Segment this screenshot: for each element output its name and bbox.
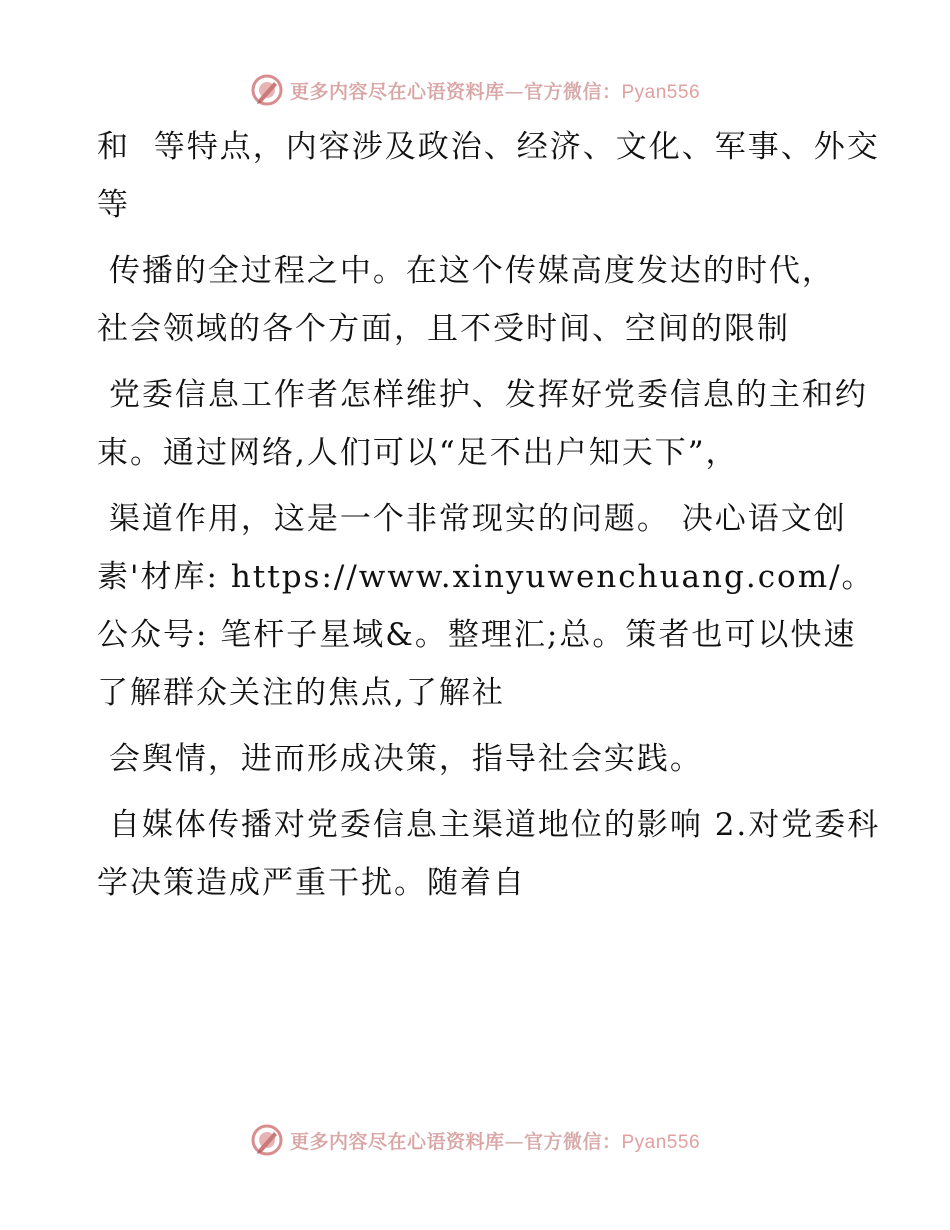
watermark-text [290,77,700,104]
paragraph-3: 党委信息工作者怎样维护、发挥好党委信息的主和约束。通过网络,人们可以“足不出户知天下”， [97,377,868,471]
watermark-separator: — [504,80,524,103]
paragraph-5: 会舆情，进而形成决策，指导社会实践。 [97,741,703,777]
watermark-wechat-id: Pyan556 [621,81,701,103]
watermark-wechat-id: Pyan556 [621,1131,701,1153]
paragraph-4: 渠道作用，这是一个非常现实的问题。 决心语文创素'材库: https://www.xinyuwenchuang.com/。公众号: 笔杆子星域&。整理汇;总。策者也可以快速了解群众关注的焦点,了解社 [97,501,875,711]
pen-logo-icon [250,73,284,107]
paragraph-2: 传播的全过程之中。在这个传媒高度发达的时代， 社会领域的各个方面，且不受时间、空间的限制 [97,253,859,347]
paragraph-1: 和 等特点，内容涉及政治、经济、文化、军事、外交等 [97,129,880,223]
watermark-slogan: 更多内容尽在心语资料库 [289,1130,505,1153]
watermark-text [290,1127,700,1154]
watermark-label: 官方微信： [523,1130,622,1153]
document-body [97,118,887,912]
header-watermark [0,70,950,110]
footer-watermark [0,1120,950,1160]
watermark-slogan: 更多内容尽在心语资料库 [289,80,505,103]
watermark-separator: — [504,1130,524,1153]
paragraph-6: 自媒体传播对党委信息主渠道地位的影响 2.对党委科学决策造成严重干扰。随着自 [97,807,881,901]
pen-logo-icon [250,1123,284,1157]
watermark-label: 官方微信： [523,80,622,103]
